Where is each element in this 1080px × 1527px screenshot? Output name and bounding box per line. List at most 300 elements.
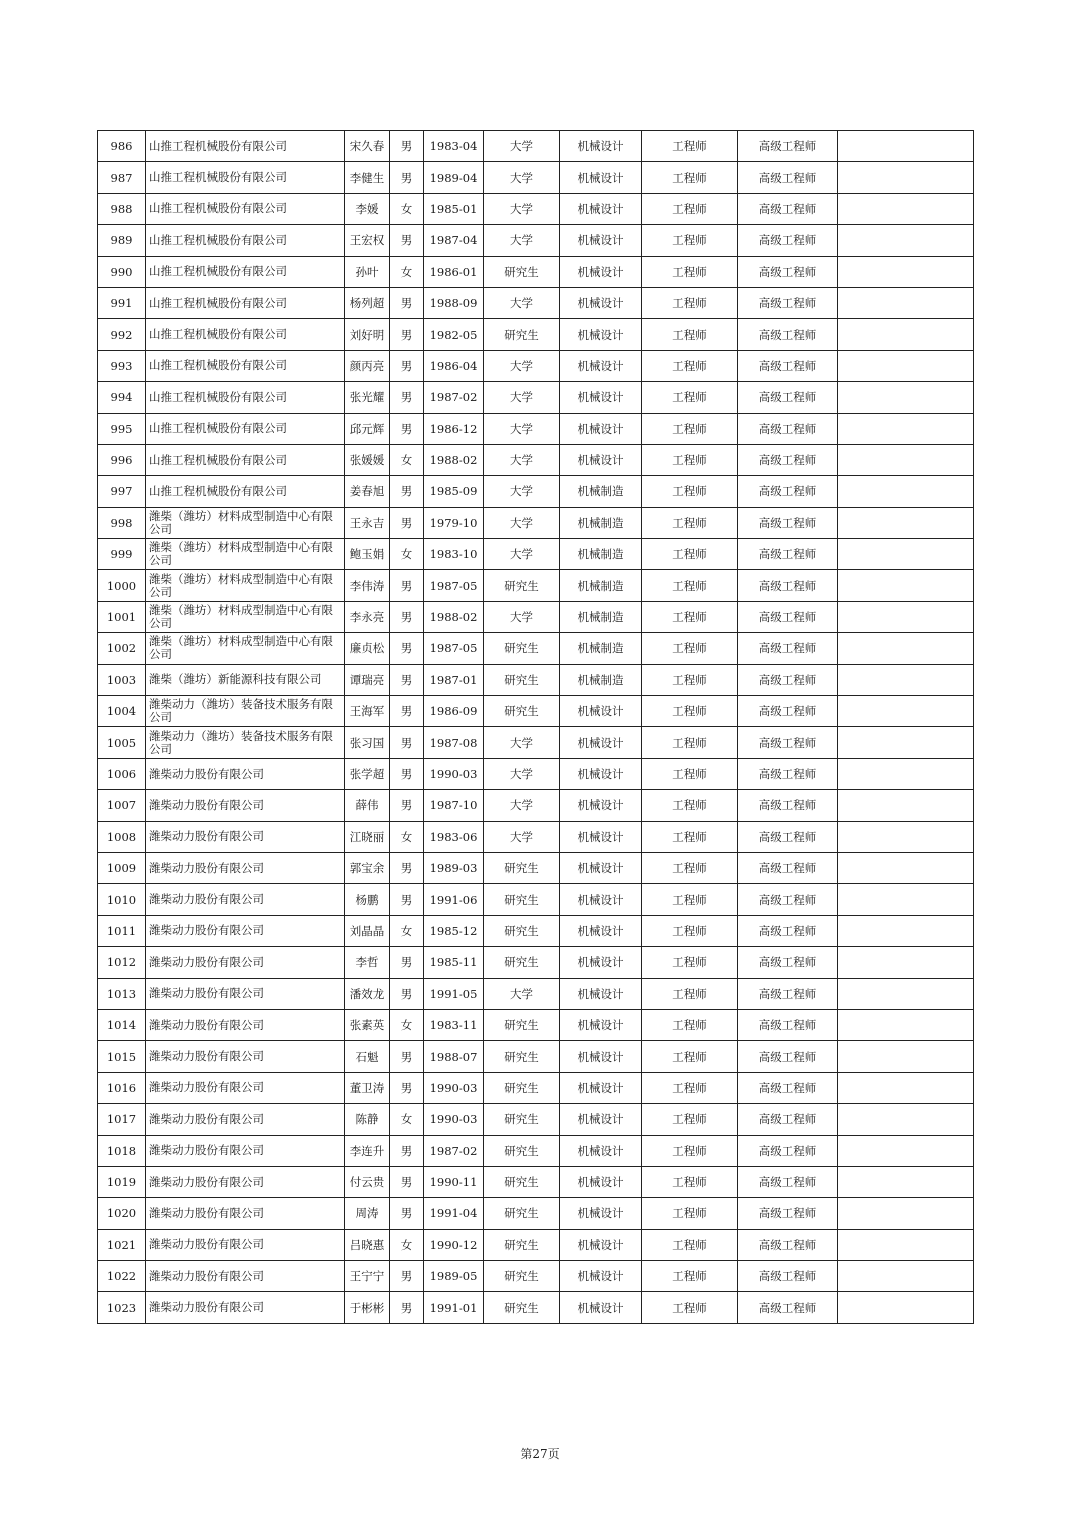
row-number-cell: 1005	[98, 727, 146, 758]
table-row	[98, 601, 974, 632]
education-cell: 大学	[484, 476, 560, 507]
applied-title-cell: 高级工程师	[738, 350, 838, 381]
row-number-cell: 995	[98, 413, 146, 444]
specialty-cell: 机械制造	[560, 476, 642, 507]
gender-cell: 男	[390, 1261, 424, 1292]
birth-date-cell: 1990-03	[424, 1104, 484, 1135]
specialty-cell: 机械设计	[560, 1135, 642, 1166]
gender-cell: 男	[390, 1198, 424, 1229]
specialty-cell: 机械制造	[560, 539, 642, 570]
table-row	[98, 1198, 974, 1229]
company-name-cell: 潍柴（潍坊）材料成型制造中心有限公司	[146, 539, 345, 570]
education-cell: 大学	[484, 758, 560, 789]
birth-date-cell: 1983-04	[424, 131, 484, 162]
remarks-cell	[838, 1072, 974, 1103]
specialty-cell: 机械设计	[560, 225, 642, 256]
education-cell: 研究生	[484, 1041, 560, 1072]
applied-title-cell: 高级工程师	[738, 131, 838, 162]
gender-cell: 女	[390, 193, 424, 224]
remarks-cell	[838, 476, 974, 507]
company-name-cell: 潍柴动力股份有限公司	[146, 978, 345, 1009]
specialty-cell: 机械制造	[560, 507, 642, 538]
remarks-cell	[838, 1292, 974, 1323]
person-name-cell: 刘晶晶	[345, 915, 390, 946]
remarks-cell	[838, 287, 974, 318]
applied-title-cell: 高级工程师	[738, 1009, 838, 1040]
person-name-cell: 鲍玉娟	[345, 539, 390, 570]
remarks-cell	[838, 539, 974, 570]
birth-date-cell: 1991-04	[424, 1198, 484, 1229]
company-name-cell: 潍柴动力股份有限公司	[146, 947, 345, 978]
row-number-cell: 1022	[98, 1261, 146, 1292]
education-cell: 研究生	[484, 1229, 560, 1260]
education-cell: 大学	[484, 131, 560, 162]
person-name-cell: 李媛	[345, 193, 390, 224]
remarks-cell	[838, 601, 974, 632]
education-cell: 研究生	[484, 1198, 560, 1229]
company-name-cell: 山推工程机械股份有限公司	[146, 193, 345, 224]
person-name-cell: 廉贞松	[345, 633, 390, 664]
current-title-cell: 工程师	[642, 193, 738, 224]
person-name-cell: 张光耀	[345, 382, 390, 413]
current-title-cell: 工程师	[642, 1041, 738, 1072]
person-name-cell: 付云贵	[345, 1166, 390, 1197]
specialty-cell: 机械设计	[560, 193, 642, 224]
education-cell: 大学	[484, 821, 560, 852]
education-cell: 研究生	[484, 633, 560, 664]
birth-date-cell: 1986-09	[424, 696, 484, 727]
applied-title-cell: 高级工程师	[738, 476, 838, 507]
current-title-cell: 工程师	[642, 978, 738, 1009]
company-name-cell: 山推工程机械股份有限公司	[146, 256, 345, 287]
row-number-cell: 1016	[98, 1072, 146, 1103]
remarks-cell	[838, 1104, 974, 1135]
remarks-cell	[838, 696, 974, 727]
table-row	[98, 1072, 974, 1103]
specialty-cell: 机械设计	[560, 413, 642, 444]
person-name-cell: 李健生	[345, 162, 390, 193]
birth-date-cell: 1987-08	[424, 727, 484, 758]
education-cell: 研究生	[484, 1261, 560, 1292]
person-name-cell: 薛伟	[345, 790, 390, 821]
applied-title-cell: 高级工程师	[738, 539, 838, 570]
remarks-cell	[838, 758, 974, 789]
current-title-cell: 工程师	[642, 601, 738, 632]
specialty-cell: 机械设计	[560, 1198, 642, 1229]
birth-date-cell: 1989-05	[424, 1261, 484, 1292]
remarks-cell	[838, 162, 974, 193]
row-number-cell: 999	[98, 539, 146, 570]
gender-cell: 男	[390, 1135, 424, 1166]
table-row	[98, 476, 974, 507]
row-number-cell: 986	[98, 131, 146, 162]
birth-date-cell: 1989-03	[424, 852, 484, 883]
applied-title-cell: 高级工程师	[738, 1166, 838, 1197]
birth-date-cell: 1987-05	[424, 633, 484, 664]
birth-date-cell: 1989-04	[424, 162, 484, 193]
current-title-cell: 工程师	[642, 225, 738, 256]
table-row	[98, 884, 974, 915]
row-number-cell: 1002	[98, 633, 146, 664]
birth-date-cell: 1987-04	[424, 225, 484, 256]
education-cell: 大学	[484, 601, 560, 632]
person-name-cell: 王宏权	[345, 225, 390, 256]
person-name-cell: 颜丙亮	[345, 350, 390, 381]
table-row	[98, 852, 974, 883]
applied-title-cell: 高级工程师	[738, 1229, 838, 1260]
gender-cell: 男	[390, 664, 424, 695]
table-row	[98, 444, 974, 475]
applied-title-cell: 高级工程师	[738, 319, 838, 350]
education-cell: 研究生	[484, 696, 560, 727]
gender-cell: 男	[390, 382, 424, 413]
specialty-cell: 机械设计	[560, 1292, 642, 1323]
company-name-cell: 潍柴动力股份有限公司	[146, 821, 345, 852]
remarks-cell	[838, 444, 974, 475]
birth-date-cell: 1991-01	[424, 1292, 484, 1323]
specialty-cell: 机械设计	[560, 256, 642, 287]
table-row	[98, 1135, 974, 1166]
education-cell: 大学	[484, 978, 560, 1009]
gender-cell: 男	[390, 947, 424, 978]
gender-cell: 男	[390, 225, 424, 256]
birth-date-cell: 1987-10	[424, 790, 484, 821]
company-name-cell: 山推工程机械股份有限公司	[146, 444, 345, 475]
current-title-cell: 工程师	[642, 884, 738, 915]
company-name-cell: 潍柴动力股份有限公司	[146, 1292, 345, 1323]
table-row	[98, 727, 974, 758]
row-number-cell: 1010	[98, 884, 146, 915]
row-number-cell: 1019	[98, 1166, 146, 1197]
education-cell: 大学	[484, 539, 560, 570]
current-title-cell: 工程师	[642, 633, 738, 664]
table-row	[98, 382, 974, 413]
birth-date-cell: 1988-02	[424, 601, 484, 632]
gender-cell: 女	[390, 915, 424, 946]
gender-cell: 男	[390, 852, 424, 883]
specialty-cell: 机械设计	[560, 1261, 642, 1292]
education-cell: 大学	[484, 507, 560, 538]
row-number-cell: 989	[98, 225, 146, 256]
current-title-cell: 工程师	[642, 1135, 738, 1166]
row-number-cell: 998	[98, 507, 146, 538]
applied-title-cell: 高级工程师	[738, 1072, 838, 1103]
person-name-cell: 江晓丽	[345, 821, 390, 852]
person-name-cell: 李哲	[345, 947, 390, 978]
company-name-cell: 潍柴动力股份有限公司	[146, 1135, 345, 1166]
specialty-cell: 机械设计	[560, 350, 642, 381]
row-number-cell: 1003	[98, 664, 146, 695]
birth-date-cell: 1991-05	[424, 978, 484, 1009]
table-row	[98, 821, 974, 852]
person-name-cell: 王宁宁	[345, 1261, 390, 1292]
remarks-cell	[838, 790, 974, 821]
row-number-cell: 988	[98, 193, 146, 224]
applied-title-cell: 高级工程师	[738, 727, 838, 758]
table-row	[98, 225, 974, 256]
current-title-cell: 工程师	[642, 382, 738, 413]
gender-cell: 男	[390, 790, 424, 821]
company-name-cell: 潍柴动力股份有限公司	[146, 790, 345, 821]
remarks-cell	[838, 947, 974, 978]
company-name-cell: 潍柴（潍坊）材料成型制造中心有限公司	[146, 633, 345, 664]
remarks-cell	[838, 727, 974, 758]
specialty-cell: 机械设计	[560, 852, 642, 883]
person-name-cell: 姜春旭	[345, 476, 390, 507]
current-title-cell: 工程师	[642, 727, 738, 758]
current-title-cell: 工程师	[642, 539, 738, 570]
row-number-cell: 1012	[98, 947, 146, 978]
remarks-cell	[838, 978, 974, 1009]
education-cell: 研究生	[484, 1166, 560, 1197]
person-name-cell: 郭宝余	[345, 852, 390, 883]
education-cell: 大学	[484, 162, 560, 193]
current-title-cell: 工程师	[642, 1072, 738, 1103]
specialty-cell: 机械设计	[560, 915, 642, 946]
remarks-cell	[838, 1261, 974, 1292]
company-name-cell: 山推工程机械股份有限公司	[146, 350, 345, 381]
specialty-cell: 机械设计	[560, 131, 642, 162]
company-name-cell: 山推工程机械股份有限公司	[146, 476, 345, 507]
company-name-cell: 山推工程机械股份有限公司	[146, 319, 345, 350]
gender-cell: 男	[390, 319, 424, 350]
company-name-cell: 潍柴动力股份有限公司	[146, 758, 345, 789]
birth-date-cell: 1991-06	[424, 884, 484, 915]
current-title-cell: 工程师	[642, 1104, 738, 1135]
company-name-cell: 潍柴动力股份有限公司	[146, 852, 345, 883]
person-name-cell: 杨列超	[345, 287, 390, 318]
remarks-cell	[838, 507, 974, 538]
row-number-cell: 1020	[98, 1198, 146, 1229]
gender-cell: 男	[390, 413, 424, 444]
person-name-cell: 张媛媛	[345, 444, 390, 475]
specialty-cell: 机械设计	[560, 884, 642, 915]
applied-title-cell: 高级工程师	[738, 382, 838, 413]
applied-title-cell: 高级工程师	[738, 633, 838, 664]
row-number-cell: 1008	[98, 821, 146, 852]
education-cell: 研究生	[484, 915, 560, 946]
specialty-cell: 机械设计	[560, 821, 642, 852]
row-number-cell: 994	[98, 382, 146, 413]
applied-title-cell: 高级工程师	[738, 287, 838, 318]
specialty-cell: 机械设计	[560, 1104, 642, 1135]
specialty-cell: 机械设计	[560, 727, 642, 758]
company-name-cell: 潍柴动力股份有限公司	[146, 1166, 345, 1197]
applied-title-cell: 高级工程师	[738, 1041, 838, 1072]
birth-date-cell: 1985-11	[424, 947, 484, 978]
table-row	[98, 947, 974, 978]
birth-date-cell: 1983-11	[424, 1009, 484, 1040]
birth-date-cell: 1987-02	[424, 1135, 484, 1166]
current-title-cell: 工程师	[642, 1009, 738, 1040]
table-row	[98, 507, 974, 538]
applied-title-cell: 高级工程师	[738, 193, 838, 224]
company-name-cell: 潍柴动力股份有限公司	[146, 1009, 345, 1040]
table-row	[98, 256, 974, 287]
education-cell: 研究生	[484, 1292, 560, 1323]
gender-cell: 男	[390, 727, 424, 758]
applied-title-cell: 高级工程师	[738, 664, 838, 695]
company-name-cell: 潍柴动力（潍坊）装备技术服务有限公司	[146, 696, 345, 727]
company-name-cell: 潍柴动力股份有限公司	[146, 1261, 345, 1292]
birth-date-cell: 1982-05	[424, 319, 484, 350]
company-name-cell: 潍柴（潍坊）材料成型制造中心有限公司	[146, 570, 345, 601]
row-number-cell: 1015	[98, 1041, 146, 1072]
company-name-cell: 山推工程机械股份有限公司	[146, 382, 345, 413]
remarks-cell	[838, 633, 974, 664]
table-row	[98, 696, 974, 727]
row-number-cell: 991	[98, 287, 146, 318]
row-number-cell: 1013	[98, 978, 146, 1009]
gender-cell: 女	[390, 1229, 424, 1260]
education-cell: 大学	[484, 193, 560, 224]
remarks-cell	[838, 382, 974, 413]
row-number-cell: 1006	[98, 758, 146, 789]
birth-date-cell: 1986-12	[424, 413, 484, 444]
gender-cell: 男	[390, 131, 424, 162]
table-row	[98, 413, 974, 444]
specialty-cell: 机械制造	[560, 664, 642, 695]
birth-date-cell: 1985-12	[424, 915, 484, 946]
current-title-cell: 工程师	[642, 1292, 738, 1323]
current-title-cell: 工程师	[642, 696, 738, 727]
gender-cell: 男	[390, 1292, 424, 1323]
company-name-cell: 山推工程机械股份有限公司	[146, 225, 345, 256]
remarks-cell	[838, 1229, 974, 1260]
specialty-cell: 机械设计	[560, 1009, 642, 1040]
applied-title-cell: 高级工程师	[738, 884, 838, 915]
specialty-cell: 机械设计	[560, 696, 642, 727]
applied-title-cell: 高级工程师	[738, 1198, 838, 1229]
remarks-cell	[838, 1135, 974, 1166]
person-name-cell: 王永吉	[345, 507, 390, 538]
applied-title-cell: 高级工程师	[738, 601, 838, 632]
remarks-cell	[838, 319, 974, 350]
row-number-cell: 987	[98, 162, 146, 193]
remarks-cell	[838, 131, 974, 162]
remarks-cell	[838, 1041, 974, 1072]
gender-cell: 男	[390, 1041, 424, 1072]
company-name-cell: 山推工程机械股份有限公司	[146, 413, 345, 444]
remarks-cell	[838, 350, 974, 381]
remarks-cell	[838, 852, 974, 883]
gender-cell: 男	[390, 758, 424, 789]
person-name-cell: 周涛	[345, 1198, 390, 1229]
current-title-cell: 工程师	[642, 131, 738, 162]
row-number-cell: 1014	[98, 1009, 146, 1040]
current-title-cell: 工程师	[642, 256, 738, 287]
current-title-cell: 工程师	[642, 350, 738, 381]
person-name-cell: 董卫涛	[345, 1072, 390, 1103]
company-name-cell: 潍柴动力股份有限公司	[146, 1104, 345, 1135]
table-body	[98, 131, 974, 1324]
gender-cell: 男	[390, 978, 424, 1009]
current-title-cell: 工程师	[642, 507, 738, 538]
specialty-cell: 机械设计	[560, 1166, 642, 1197]
current-title-cell: 工程师	[642, 852, 738, 883]
gender-cell: 男	[390, 884, 424, 915]
gender-cell: 男	[390, 162, 424, 193]
personnel-table	[97, 130, 974, 1324]
table-row	[98, 287, 974, 318]
specialty-cell: 机械设计	[560, 287, 642, 318]
table-row	[98, 758, 974, 789]
specialty-cell: 机械设计	[560, 444, 642, 475]
person-name-cell: 潘效龙	[345, 978, 390, 1009]
person-name-cell: 李永亮	[345, 601, 390, 632]
current-title-cell: 工程师	[642, 664, 738, 695]
remarks-cell	[838, 1198, 974, 1229]
current-title-cell: 工程师	[642, 821, 738, 852]
specialty-cell: 机械设计	[560, 382, 642, 413]
company-name-cell: 潍柴动力股份有限公司	[146, 884, 345, 915]
applied-title-cell: 高级工程师	[738, 1292, 838, 1323]
remarks-cell	[838, 413, 974, 444]
current-title-cell: 工程师	[642, 476, 738, 507]
education-cell: 研究生	[484, 852, 560, 883]
education-cell: 大学	[484, 287, 560, 318]
education-cell: 研究生	[484, 1104, 560, 1135]
person-name-cell: 张习国	[345, 727, 390, 758]
row-number-cell: 1000	[98, 570, 146, 601]
birth-date-cell: 1988-02	[424, 444, 484, 475]
gender-cell: 男	[390, 507, 424, 538]
current-title-cell: 工程师	[642, 1198, 738, 1229]
person-name-cell: 刘好明	[345, 319, 390, 350]
row-number-cell: 1009	[98, 852, 146, 883]
applied-title-cell: 高级工程师	[738, 696, 838, 727]
applied-title-cell: 高级工程师	[738, 758, 838, 789]
gender-cell: 女	[390, 444, 424, 475]
birth-date-cell: 1990-03	[424, 1072, 484, 1103]
birth-date-cell: 1983-10	[424, 539, 484, 570]
specialty-cell: 机械设计	[560, 319, 642, 350]
applied-title-cell: 高级工程师	[738, 570, 838, 601]
birth-date-cell: 1983-06	[424, 821, 484, 852]
gender-cell: 女	[390, 1104, 424, 1135]
birth-date-cell: 1987-01	[424, 664, 484, 695]
company-name-cell: 山推工程机械股份有限公司	[146, 162, 345, 193]
applied-title-cell: 高级工程师	[738, 852, 838, 883]
gender-cell: 女	[390, 256, 424, 287]
applied-title-cell: 高级工程师	[738, 978, 838, 1009]
person-name-cell: 石魁	[345, 1041, 390, 1072]
current-title-cell: 工程师	[642, 570, 738, 601]
person-name-cell: 张学超	[345, 758, 390, 789]
birth-date-cell: 1986-01	[424, 256, 484, 287]
current-title-cell: 工程师	[642, 413, 738, 444]
current-title-cell: 工程师	[642, 162, 738, 193]
remarks-cell	[838, 570, 974, 601]
gender-cell: 男	[390, 633, 424, 664]
table-row	[98, 162, 974, 193]
current-title-cell: 工程师	[642, 1229, 738, 1260]
company-name-cell: 潍柴（潍坊）材料成型制造中心有限公司	[146, 601, 345, 632]
table-row	[98, 539, 974, 570]
table-row	[98, 790, 974, 821]
person-name-cell: 王海军	[345, 696, 390, 727]
applied-title-cell: 高级工程师	[738, 413, 838, 444]
specialty-cell: 机械设计	[560, 978, 642, 1009]
person-name-cell: 孙叶	[345, 256, 390, 287]
applied-title-cell: 高级工程师	[738, 507, 838, 538]
row-number-cell: 990	[98, 256, 146, 287]
company-name-cell: 潍柴动力股份有限公司	[146, 1041, 345, 1072]
table-row	[98, 978, 974, 1009]
table-row	[98, 1104, 974, 1135]
current-title-cell: 工程师	[642, 1261, 738, 1292]
person-name-cell: 于彬彬	[345, 1292, 390, 1323]
